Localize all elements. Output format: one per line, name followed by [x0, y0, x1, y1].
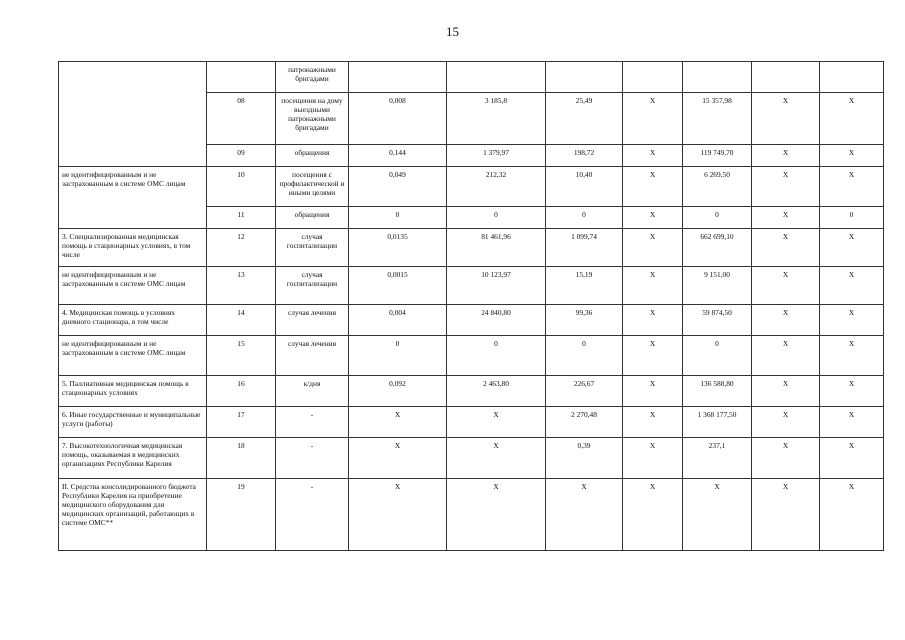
cell-value: 0: [546, 336, 623, 376]
cell-value: X: [820, 305, 884, 336]
row-name: 3. Специализированная медицинская помощь в стационарных условиях, в том числе: [59, 229, 207, 267]
table-row: [59, 229, 884, 267]
cell-value: 0: [683, 207, 752, 229]
cell-value: [820, 62, 884, 93]
cell-value: 10 123,97: [447, 267, 546, 305]
row-unit: случая лечения: [276, 336, 349, 376]
cell-value: X: [623, 93, 683, 145]
table-row: [59, 267, 884, 305]
cell-value: X: [349, 438, 447, 479]
cell-value: 2 270,48: [546, 407, 623, 438]
cell-value: 0: [349, 336, 447, 376]
row-number: 11: [207, 207, 276, 229]
cell-value: X: [752, 336, 820, 376]
row-number: 18: [207, 438, 276, 479]
cell-value: X: [752, 407, 820, 438]
cell-value: X: [623, 267, 683, 305]
cell-value: 0,049: [349, 167, 447, 207]
row-name: 5. Паллиативная медицинская помощь в стационарных условиях: [59, 376, 207, 407]
row-number: 16: [207, 376, 276, 407]
row-name: 4. Медицинская помощь в условиях дневного стационара, в том числе: [59, 305, 207, 336]
cell-value: 2 463,80: [447, 376, 546, 407]
cell-value: 0,39: [546, 438, 623, 479]
cell-value: X: [820, 438, 884, 479]
row-number: 15: [207, 336, 276, 376]
cell-value: 662 699,10: [683, 229, 752, 267]
row-unit: случая лечения: [276, 305, 349, 336]
table-row: [59, 167, 884, 207]
table-row: [59, 376, 884, 407]
row-name: не идентифицированным и не застрахованным в системе ОМС лицам: [59, 336, 207, 376]
cell-value: 0: [546, 207, 623, 229]
cell-value: X: [349, 479, 447, 551]
cell-value: 0,004: [349, 305, 447, 336]
row-name: 7. Высокотехнологичная медицинская помощь, оказываемая в медицинских организациях Республики Карелия: [59, 438, 207, 479]
cell-value: 10,40: [546, 167, 623, 207]
cell-value: X: [820, 145, 884, 167]
cell-value: X: [820, 479, 884, 551]
cell-value: X: [752, 229, 820, 267]
cell-value: 0: [447, 207, 546, 229]
table-row: [59, 479, 884, 551]
cell-value: 0,0015: [349, 267, 447, 305]
cell-value: 1 099,74: [546, 229, 623, 267]
cell-value: 6 269,50: [683, 167, 752, 207]
cell-value: X: [820, 229, 884, 267]
row-number: 13: [207, 267, 276, 305]
cell-value: 99,36: [546, 305, 623, 336]
row-unit: -: [276, 438, 349, 479]
funding-table: [58, 61, 884, 551]
cell-value: X: [820, 267, 884, 305]
table-row: [59, 305, 884, 336]
row-unit: случая госпитализации: [276, 267, 349, 305]
cell-value: [752, 62, 820, 93]
row-name: [59, 62, 207, 167]
cell-value: X: [623, 145, 683, 167]
cell-value: [546, 62, 623, 93]
row-unit: -: [276, 407, 349, 438]
row-number: 08: [207, 93, 276, 145]
row-number: 12: [207, 229, 276, 267]
cell-value: X: [683, 479, 752, 551]
cell-value: X: [623, 207, 683, 229]
cell-value: X: [820, 336, 884, 376]
cell-value: X: [349, 407, 447, 438]
cell-value: X: [752, 376, 820, 407]
cell-value: 119 749,70: [683, 145, 752, 167]
row-number: 09: [207, 145, 276, 167]
row-unit: посещения на дому выездными патронажными бригадами: [276, 93, 349, 145]
cell-value: [447, 62, 546, 93]
cell-value: X: [820, 93, 884, 145]
cell-value: X: [623, 305, 683, 336]
cell-value: [623, 62, 683, 93]
cell-value: [683, 62, 752, 93]
row-name: 6. Иные государственные и муниципальные услуги (работы): [59, 407, 207, 438]
row-unit: посещения с профилактической и иными целями: [276, 167, 349, 207]
table-row: [59, 62, 884, 93]
cell-value: 0: [447, 336, 546, 376]
row-number: 14: [207, 305, 276, 336]
cell-value: 237,1: [683, 438, 752, 479]
table-row: [59, 336, 884, 376]
row-unit: -: [276, 479, 349, 551]
cell-value: X: [752, 145, 820, 167]
cell-value: 1 368 177,50: [683, 407, 752, 438]
row-name: не идентифицированным и не застрахованным в системе ОМС лицам: [59, 167, 207, 229]
row-unit: к/дня: [276, 376, 349, 407]
row-number: 10: [207, 167, 276, 207]
cell-value: 9 151,00: [683, 267, 752, 305]
cell-value: X: [820, 376, 884, 407]
cell-value: 0: [683, 336, 752, 376]
row-name: II. Средства консолидированного бюджета Республики Карелия на приобретение медицинского оборудования для медицинских организаций, работающих в системе ОМС**: [59, 479, 207, 551]
cell-value: X: [546, 479, 623, 551]
cell-value: 59 874,50: [683, 305, 752, 336]
cell-value: X: [447, 438, 546, 479]
cell-value: 0: [820, 207, 884, 229]
cell-value: X: [752, 479, 820, 551]
cell-value: X: [623, 336, 683, 376]
cell-value: X: [623, 376, 683, 407]
cell-value: X: [752, 305, 820, 336]
cell-value: X: [623, 167, 683, 207]
row-unit: патронажными бригадами: [276, 62, 349, 93]
page-number: 15: [446, 24, 459, 39]
cell-value: 136 588,80: [683, 376, 752, 407]
row-number: 19: [207, 479, 276, 551]
cell-value: X: [752, 438, 820, 479]
cell-value: X: [623, 229, 683, 267]
cell-value: 0,008: [349, 93, 447, 145]
table-row: [59, 438, 884, 479]
cell-value: 0,0135: [349, 229, 447, 267]
cell-value: X: [820, 407, 884, 438]
cell-value: 15 357,98: [683, 93, 752, 145]
row-number: 17: [207, 407, 276, 438]
cell-value: 15,19: [546, 267, 623, 305]
cell-value: 198,72: [546, 145, 623, 167]
cell-value: X: [752, 267, 820, 305]
row-unit: случая госпитализации: [276, 229, 349, 267]
cell-value: X: [447, 479, 546, 551]
cell-value: 25,49: [546, 93, 623, 145]
cell-value: X: [623, 438, 683, 479]
cell-value: 212,32: [447, 167, 546, 207]
row-unit: обращения: [276, 207, 349, 229]
table-row: [59, 407, 884, 438]
cell-value: X: [752, 93, 820, 145]
cell-value: 0,092: [349, 376, 447, 407]
cell-value: X: [623, 407, 683, 438]
cell-value: 24 840,80: [447, 305, 546, 336]
cell-value: 81 461,96: [447, 229, 546, 267]
cell-value: X: [820, 167, 884, 207]
cell-value: X: [752, 207, 820, 229]
cell-value: X: [752, 167, 820, 207]
row-unit: обращения: [276, 145, 349, 167]
cell-value: 0: [349, 207, 447, 229]
cell-value: 226,67: [546, 376, 623, 407]
cell-value: 0,144: [349, 145, 447, 167]
cell-value: X: [447, 407, 546, 438]
cell-value: [349, 62, 447, 93]
cell-value: 1 379,97: [447, 145, 546, 167]
cell-value: 3 185,8: [447, 93, 546, 145]
row-name: не идентифицированным и не застрахованным в системе ОМС лицам: [59, 267, 207, 305]
row-number: [207, 62, 276, 93]
cell-value: X: [623, 479, 683, 551]
